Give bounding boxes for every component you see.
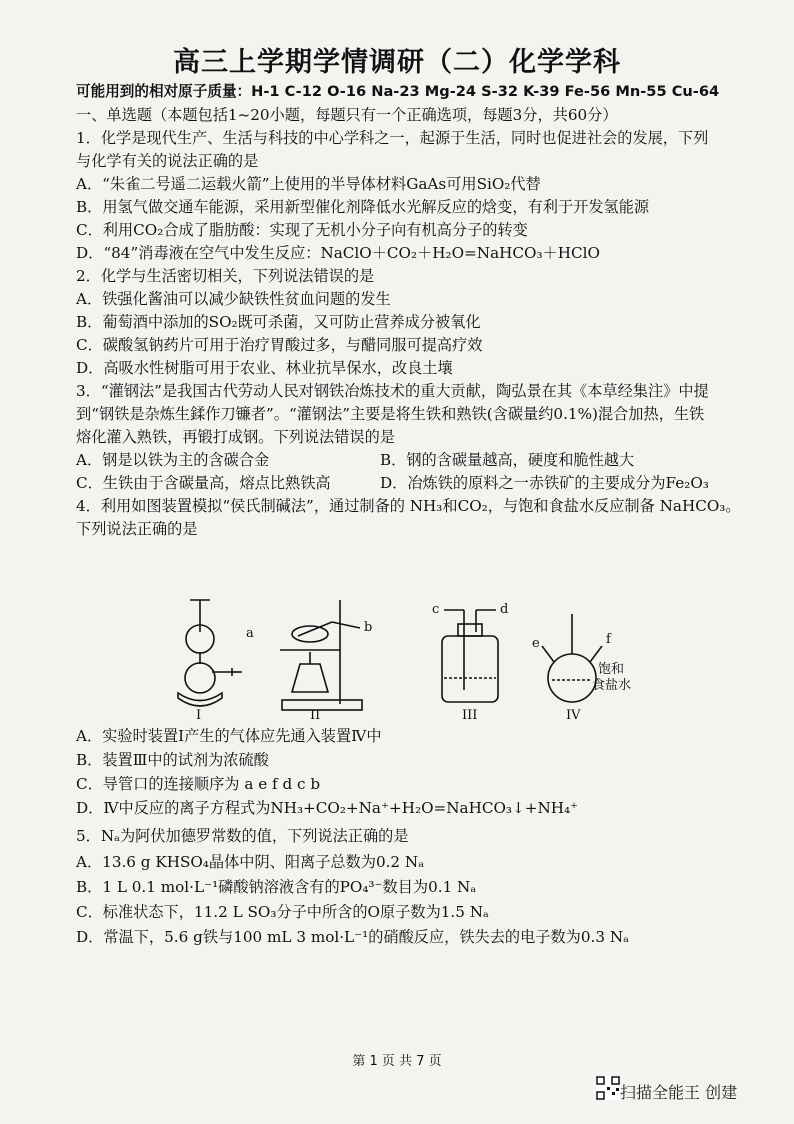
q1-option-d: D．“84”消毒液在空气中发生反应：NaClO＋CO₂＋H₂O=NaHCO₃＋HClO bbox=[76, 244, 600, 262]
q3-stem-line2: 到“钢铁是杂炼生鍒作刀镰者”。“灌钢法”主要是将生铁和熟铁(含碳量约0.1%)混合加热，生铁 bbox=[76, 405, 705, 423]
q5-option-b: B．1 L 0.1 mol·L⁻¹磷酸钠溶液含有的PO₄³⁻数目为0.1 Nₐ bbox=[76, 878, 477, 896]
q1-stem-line1: 1．化学是现代生产、生活与科技的中心学科之一，起源于生活，同时也促进社会的发展，下列 bbox=[76, 129, 709, 147]
q3-option-d: D．冶炼铁的原料之一赤铁矿的主要成分为Fe₂O₃ bbox=[380, 474, 709, 492]
q3-options-row1 bbox=[76, 450, 788, 470]
port-f-label: f bbox=[606, 632, 611, 647]
q4-option-d: D．Ⅳ中反应的离子方程式为NH₃+CO₂+Na⁺+H₂O=NaHCO₃↓+NH₄⁺ bbox=[76, 799, 579, 817]
q2-option-d: D．高吸水性树脂可用于农业、林业抗旱保水，改良土壤 bbox=[76, 359, 453, 377]
scanner-watermark: 扫描全能王 创建 bbox=[620, 1083, 738, 1102]
q1-stem-line2: 与化学有关的说法正确的是 bbox=[76, 152, 259, 170]
q4-option-a: A．实验时装置Ⅰ产生的气体应先通入装置Ⅳ中 bbox=[76, 727, 382, 745]
q1-option-b: B．用氢气做交通车能源，采用新型催化剂降低水光解反应的焓变，有利于开发氢能源 bbox=[76, 198, 650, 216]
section-heading: 一、单选题（本题包括1~20小题，每题只有一个正确选项，每题3分，共60分） bbox=[76, 106, 618, 124]
q1-option-a: A．“朱雀二号遥二运载火箭”上使用的半导体材料GaAs可用SiO₂代替 bbox=[76, 175, 541, 193]
port-d-label: d bbox=[500, 602, 509, 617]
q2-option-b: B．葡萄酒中添加的SO₂既可杀菌，又可防止营养成分被氧化 bbox=[76, 313, 481, 331]
q3-option-a: A．钢是以铁为主的含碳合金 bbox=[76, 451, 270, 469]
apparatus-drawing bbox=[160, 592, 640, 722]
brine-label-line1: 饱和 bbox=[598, 662, 625, 677]
q3-stem-line3: 熔化灌入熟铁，再锻打成钢。下列说法错误的是 bbox=[76, 428, 395, 446]
q5-option-a: A．13.6 g KHSO₄晶体中阴、阳离子总数为0.2 Nₐ bbox=[76, 853, 425, 871]
q4-apparatus-figure bbox=[160, 592, 640, 722]
atomic-masses: 可能用到的相对原子质量：H-1 C-12 O-16 Na-23 Mg-24 S-32 K-39 Fe-56 Mn-55 Cu-64 bbox=[76, 83, 720, 100]
q4-option-b: B．装置Ⅲ中的试剂为浓硫酸 bbox=[76, 751, 269, 769]
q3-option-c: C．生铁由于含碳量高，熔点比熟铁高 bbox=[76, 474, 331, 492]
q3-options-row2 bbox=[76, 473, 788, 493]
port-c-label: c bbox=[432, 602, 440, 617]
q2-stem: 2．化学与生活密切相关，下列说法错误的是 bbox=[76, 267, 375, 285]
apparatus-i bbox=[178, 600, 242, 706]
q4-stem-line2: 下列说法正确的是 bbox=[76, 520, 198, 538]
brine-label-line2: 食盐水 bbox=[592, 678, 632, 693]
device-i-label: I bbox=[196, 708, 202, 723]
device-iii-label: III bbox=[462, 708, 478, 723]
apparatus-ii bbox=[280, 600, 362, 710]
q5-option-c: C．标准状态下，11.2 L SO₃分子中所含的O原子数为1.5 Nₐ bbox=[76, 903, 489, 921]
q1-option-c: C．利用CO₂合成了脂肪酸：实现了无机小分子向有机高分子的转变 bbox=[76, 221, 528, 239]
q2-option-a: A．铁强化酱油可以减少缺铁性贫血问题的发生 bbox=[76, 290, 391, 308]
device-ii-label: II bbox=[310, 708, 321, 723]
port-b-label: b bbox=[364, 620, 373, 635]
exam-title: 高三上学期学情调研（二）化学学科 bbox=[173, 47, 621, 78]
q3-stem-line1: 3．“灌钢法”是我国古代劳动人民对钢铁冶炼技术的重大贡献，陶弘景在其《本草经集注》中提 bbox=[76, 382, 709, 400]
q4-option-c: C．导管口的连接顺序为 a e f d c b bbox=[76, 775, 321, 793]
device-iv-label: IV bbox=[566, 708, 581, 723]
q5-stem: 5．Nₐ为阿伏加德罗常数的值，下列说法正确的是 bbox=[76, 827, 409, 845]
apparatus-iii bbox=[442, 610, 498, 702]
page-number: 第 1 页 共 7 页 bbox=[352, 1054, 442, 1069]
port-e-label: e bbox=[532, 636, 540, 651]
q3-option-b: B．钢的含碳量越高，硬度和脆性越大 bbox=[380, 451, 635, 469]
port-a-label: a bbox=[246, 626, 254, 641]
qr-code-icon bbox=[596, 1076, 620, 1100]
q5-option-d: D．常温下，5.6 g铁与100 mL 3 mol·L⁻¹的硝酸反应，铁失去的电子数为0.3 Nₐ bbox=[76, 928, 629, 946]
q2-option-c: C．碳酸氢钠药片可用于治疗胃酸过多，与醋同服可提高疗效 bbox=[76, 336, 483, 354]
q4-stem-line1: 4．利用如图装置模拟“侯氏制碱法”，通过制备的 NH₃和CO₂，与饱和食盐水反应制备 NaHCO₃。 bbox=[76, 497, 741, 515]
